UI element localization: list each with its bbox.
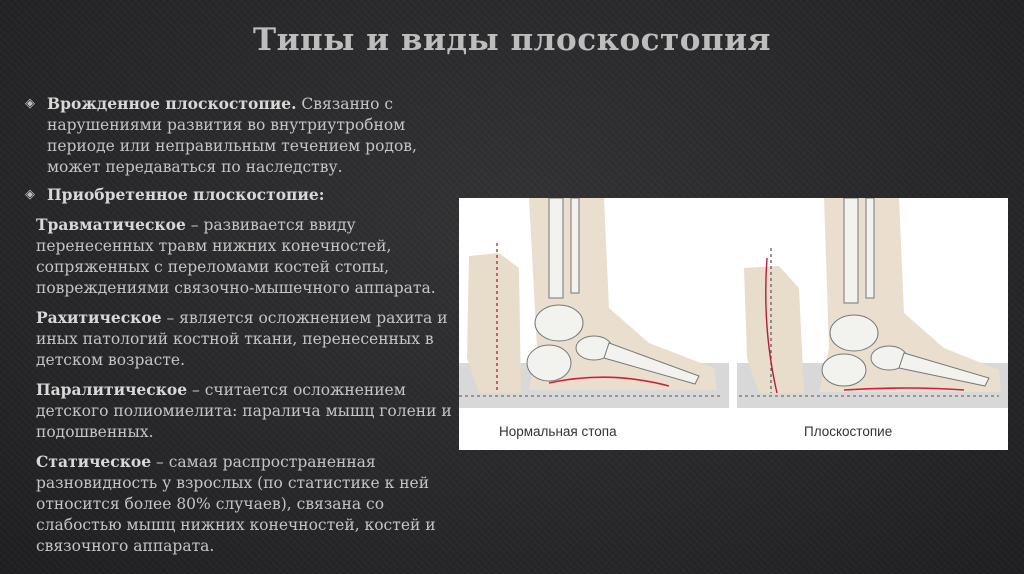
subtype-static xyxy=(22,451,462,557)
subtype-text: – самая распространенная разновидность у взрослых (по статистике к ней относится более 80% случаев), связана со слабостью мышц нижних конечностей, костей и связочного аппарата. xyxy=(36,453,436,555)
fibula-left xyxy=(571,198,579,293)
bullet-heading: Врожденное плоскостопие. xyxy=(47,94,297,113)
fibula-right xyxy=(866,198,874,298)
tibia-left xyxy=(549,198,563,298)
tibia-right xyxy=(844,198,858,303)
diamond-bullet-icon: ◈ xyxy=(25,96,35,111)
bullet-acquired xyxy=(22,184,462,206)
talus-right xyxy=(830,315,878,351)
subtype-text: – является осложнением рахита и иных патологий костной ткани, перенесенных в детском возрасте. xyxy=(36,309,448,369)
diamond-bullet-icon: ◈ xyxy=(25,187,35,202)
subtype-text: – считается осложнением детского полиомиелита: паралича мышц голени и подошвенных. xyxy=(36,381,452,441)
subtype-text: – развивается ввиду перенесенных травм нижних конечностей, сопряженных с переломами костей стопы, повреждениями связочно-мышечного аппарата. xyxy=(36,216,436,297)
subtype-heading: Рахитическое xyxy=(36,308,162,327)
calcaneus-right xyxy=(822,354,866,386)
label-flat-foot: Плоскостопие xyxy=(804,424,893,439)
heel-rear-right xyxy=(744,266,804,393)
subtype-heading: Статическое xyxy=(36,452,152,471)
foot-comparison-figure xyxy=(459,198,1008,450)
text-column xyxy=(22,93,462,557)
subtype-heading: Паралитическое xyxy=(36,380,188,399)
foot-illustration xyxy=(459,198,1008,450)
subtype-paralytic xyxy=(22,379,462,443)
bullet-text: Связанно с нарушениями развития во внутриутробном периоде или неправильным течением родов, может передаваться по наследству. xyxy=(47,95,417,176)
heel-rear-left xyxy=(467,253,521,393)
subtype-traumatic xyxy=(22,214,462,299)
bullet-heading: Приобретенное плоскостопие: xyxy=(47,185,325,204)
label-normal-foot: Нормальная стопа xyxy=(499,424,617,439)
subtype-rachitic xyxy=(22,307,462,371)
calcaneus-left xyxy=(527,345,571,381)
bullet-congenital xyxy=(22,93,462,178)
panel-divider xyxy=(729,198,737,450)
talus-left xyxy=(535,305,583,341)
subtype-heading: Травматическое xyxy=(36,215,186,234)
page-title: Типы и виды плоскостопия xyxy=(253,22,771,58)
